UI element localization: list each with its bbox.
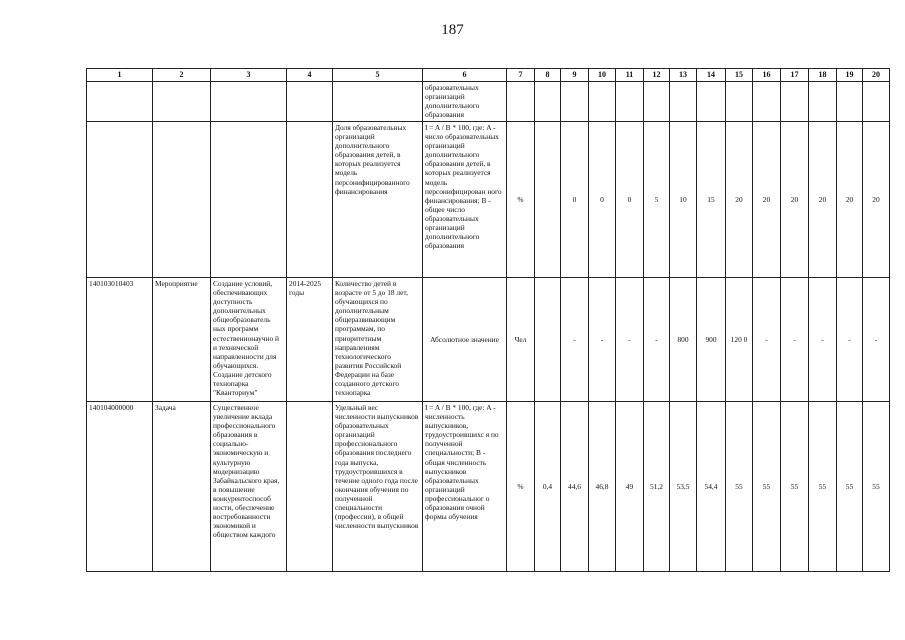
column-header: 2 — [153, 69, 211, 82]
table-cell: - — [644, 278, 670, 402]
table-cell: - — [753, 278, 781, 402]
table-cell — [287, 402, 333, 572]
table-cell — [697, 82, 726, 122]
table-cell: Удельный вес численности выпускников образовательных организаций профессионального образования последнего года выпуска, трудоустроившихся в течение одного года после окончания обучения по полученной специальности (профессии), в общей численности выпускников — [333, 402, 423, 572]
table-cell: 15 — [697, 122, 726, 278]
table-cell: 20 — [809, 122, 837, 278]
column-header: 10 — [589, 69, 616, 82]
table-cell — [87, 122, 153, 278]
column-header: 16 — [753, 69, 781, 82]
table-cell: 20 — [753, 122, 781, 278]
column-header: 8 — [535, 69, 561, 82]
table-cell — [535, 278, 561, 402]
table-cell: 800 — [670, 278, 697, 402]
table-cell — [535, 122, 561, 278]
header-row — [87, 69, 890, 82]
table-cell: 46,8 — [589, 402, 616, 572]
table-cell: 44,6 — [561, 402, 589, 572]
table-cell: 0 — [616, 122, 644, 278]
table-cell: - — [837, 278, 863, 402]
column-header: 15 — [726, 69, 753, 82]
table-cell: 0,4 — [535, 402, 561, 572]
table-cell — [287, 122, 333, 278]
table-cell — [589, 82, 616, 122]
table-cell — [153, 82, 211, 122]
table-cell: 0 — [561, 122, 589, 278]
table-cell — [670, 82, 697, 122]
column-header: 7 — [507, 69, 535, 82]
table-cell: Задача — [153, 402, 211, 572]
table-cell: Создание условий, обеспечивающих доступность дополнительных общеобразователь ных программ естественнонаучно й и технической направленности для обучающихся. Создание детского технопарка "Кванториум" — [211, 278, 287, 402]
table-cell: 20 — [863, 122, 890, 278]
table-cell: 120 0 — [726, 278, 753, 402]
table-cell: 2014-2025 годы — [287, 278, 333, 402]
table-cell: 20 — [837, 122, 863, 278]
table-cell: 54,4 — [697, 402, 726, 572]
table-cell — [211, 122, 287, 278]
table-cell — [644, 82, 670, 122]
table-cell: Абсолютное значение — [423, 278, 507, 402]
table-cell: Чел — [507, 278, 535, 402]
column-header: 17 — [781, 69, 809, 82]
table-cell: 140103010403 — [87, 278, 153, 402]
table-row — [87, 278, 890, 402]
table-cell: 20 — [726, 122, 753, 278]
table-cell: % — [507, 402, 535, 572]
column-header: 6 — [423, 69, 507, 82]
table-cell: 55 — [863, 402, 890, 572]
table-cell — [287, 82, 333, 122]
table-cell: % — [507, 122, 535, 278]
table-cell: - — [589, 278, 616, 402]
table-cell: Количество детей в возрасте от 5 до 18 лет, обучающихся по дополнительным общеразвивающим программам, по приоритетным направлениям технологического развития Российской Федерации на базе созданного детского технопарка — [333, 278, 423, 402]
page-number: 187 — [441, 22, 464, 38]
column-header: 12 — [644, 69, 670, 82]
table-cell: 55 — [809, 402, 837, 572]
table-cell: Мероприятие — [153, 278, 211, 402]
table-cell: 51,2 — [644, 402, 670, 572]
table-cell — [781, 82, 809, 122]
column-header: 13 — [670, 69, 697, 82]
table-cell: - — [616, 278, 644, 402]
table-cell — [535, 82, 561, 122]
table-cell: 900 — [697, 278, 726, 402]
table-cell: - — [781, 278, 809, 402]
table-cell: 55 — [726, 402, 753, 572]
column-header: 18 — [809, 69, 837, 82]
table-cell — [863, 82, 890, 122]
table-cell — [561, 82, 589, 122]
table-cell: I = A / B * 100, где: A - число образовательных организаций дополнительного образования детей, в которых реализуется модель персонифицирован ного финансирования; B - общее число образовательных организаций дополнительного образования — [423, 122, 507, 278]
table-cell: 55 — [753, 402, 781, 572]
table-row — [87, 82, 890, 122]
column-header: 1 — [87, 69, 153, 82]
table-cell: 140104000000 — [87, 402, 153, 572]
indicators-table — [86, 68, 890, 572]
table-row — [87, 122, 890, 278]
table-cell: 10 — [670, 122, 697, 278]
column-header: 9 — [561, 69, 589, 82]
table-cell: Существенное увеличение вклада профессионального образования в социально-экономическую и культурную модернизацию Забайкальского края, в повышение конкурентоспособ ности, обеспечение востребованности экономикой и обществом каждого — [211, 402, 287, 572]
table-cell — [726, 82, 753, 122]
table-cell: 49 — [616, 402, 644, 572]
table-cell: 0 — [589, 122, 616, 278]
column-header: 4 — [287, 69, 333, 82]
table-cell: 5 — [644, 122, 670, 278]
column-header: 19 — [837, 69, 863, 82]
table-cell: 53,5 — [670, 402, 697, 572]
table-cell — [809, 82, 837, 122]
table-cell: 20 — [781, 122, 809, 278]
table-cell — [87, 82, 153, 122]
table-cell: Доля образовательных организаций дополнительного образования детей, в которых реализуется модель персонифицированного финансирования — [333, 122, 423, 278]
table-cell — [753, 82, 781, 122]
column-header: 5 — [333, 69, 423, 82]
table-cell: 55 — [781, 402, 809, 572]
table-cell: - — [561, 278, 589, 402]
column-header: 14 — [697, 69, 726, 82]
table-cell — [616, 82, 644, 122]
table-cell: 55 — [837, 402, 863, 572]
table-row — [87, 402, 890, 572]
column-header: 20 — [863, 69, 890, 82]
table-cell — [507, 82, 535, 122]
table-cell — [333, 82, 423, 122]
table-cell — [211, 82, 287, 122]
table-cell: I = A / B * 100, где: A - численность выпускников, трудоустроившихс я по полученной специальности; B - общая численность выпускников образовательных организаций профессиональног о образования очной формы обучения — [423, 402, 507, 572]
table-cell — [837, 82, 863, 122]
table-cell — [153, 122, 211, 278]
column-header: 3 — [211, 69, 287, 82]
table-cell: - — [809, 278, 837, 402]
table-cell: - — [863, 278, 890, 402]
column-header: 11 — [616, 69, 644, 82]
table-cell: образовательных организаций дополнительного образования — [423, 82, 507, 122]
